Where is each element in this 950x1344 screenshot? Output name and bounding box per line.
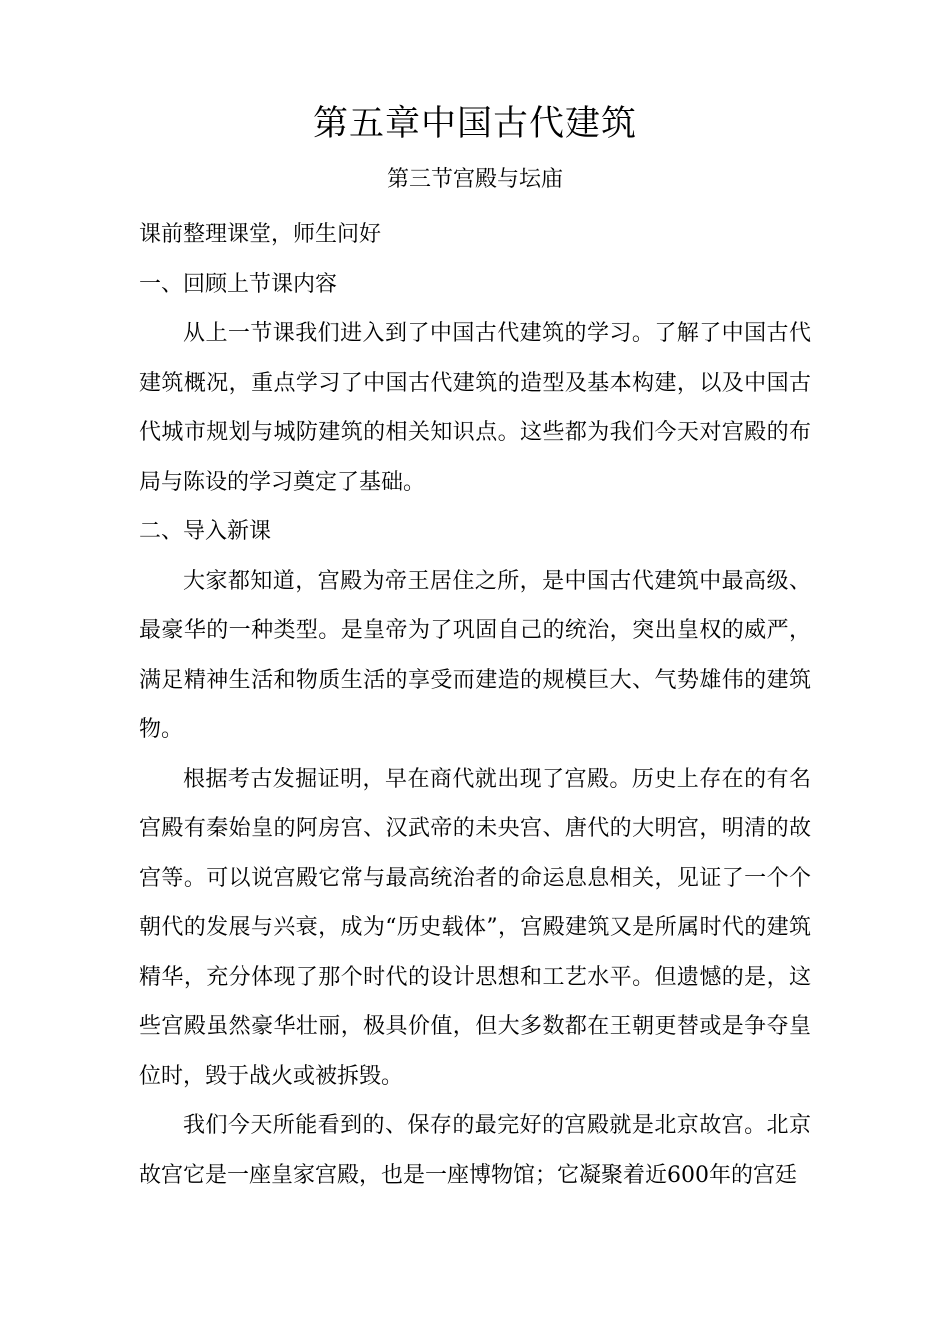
section-subtitle: 第三节宫殿与坛庙 — [386, 167, 563, 192]
intro-paragraph-1: 大家都知道，宫殿为帝王居住之所，是中国古代建筑中最高级、最豪华的一种类型。是皇帝为了巩固自己的统治，突出皇权的威严，满足精神生活和物质生活的享受而建造的规模巨大、气势雄伟的建筑物。 — [139, 568, 811, 742]
opening-line: 课前整理课堂，师生问好 — [139, 222, 382, 247]
intro-paragraph-3: 我们今天所能看到的、保存的最完好的宫殿就是北京故宫。北京故宫它是一座皇家宫殿，也是一座博物馆；它凝聚着近600年的宫廷 — [139, 1113, 811, 1188]
section-heading-review: 一、回顾上节课内容 — [139, 271, 338, 297]
chapter-title: 第五章中国古代建筑 — [312, 104, 637, 144]
document-body — [139, 210, 811, 1200]
intro-paragraph-2: 根据考古发掘证明，早在商代就出现了宫殿。历史上存在的有名宫殿有秦始皇的阿房宫、汉武帝的未央宫、唐代的大明宫，明清的故宫等。可以说宫殿它常与最高统治者的命运息息相关，见证了一个个朝代的发展与兴衰，成为“历史载体”，宫殿建筑又是所属时代的建筑精华，充分体现了那个时代的设计思想和工艺水平。但遗憾的是，这些宫殿虽然豪华壮丽，极具价值，但大多数都在王朝更替或是争夺皇位时，毁于战火或被拆毁。 — [139, 766, 811, 1089]
section-heading-intro: 二、导入新课 — [139, 519, 272, 544]
review-paragraph: 从上一节课我们进入到了中国古代建筑的学习。了解了中国古代建筑概况，重点学习了中国古代建筑的造型及基本构建，以及中国古代城市规划与城防建筑的相关知识点。这些都为我们今天对宫殿的布局与陈设的学习奠定了基础。 — [139, 321, 811, 495]
